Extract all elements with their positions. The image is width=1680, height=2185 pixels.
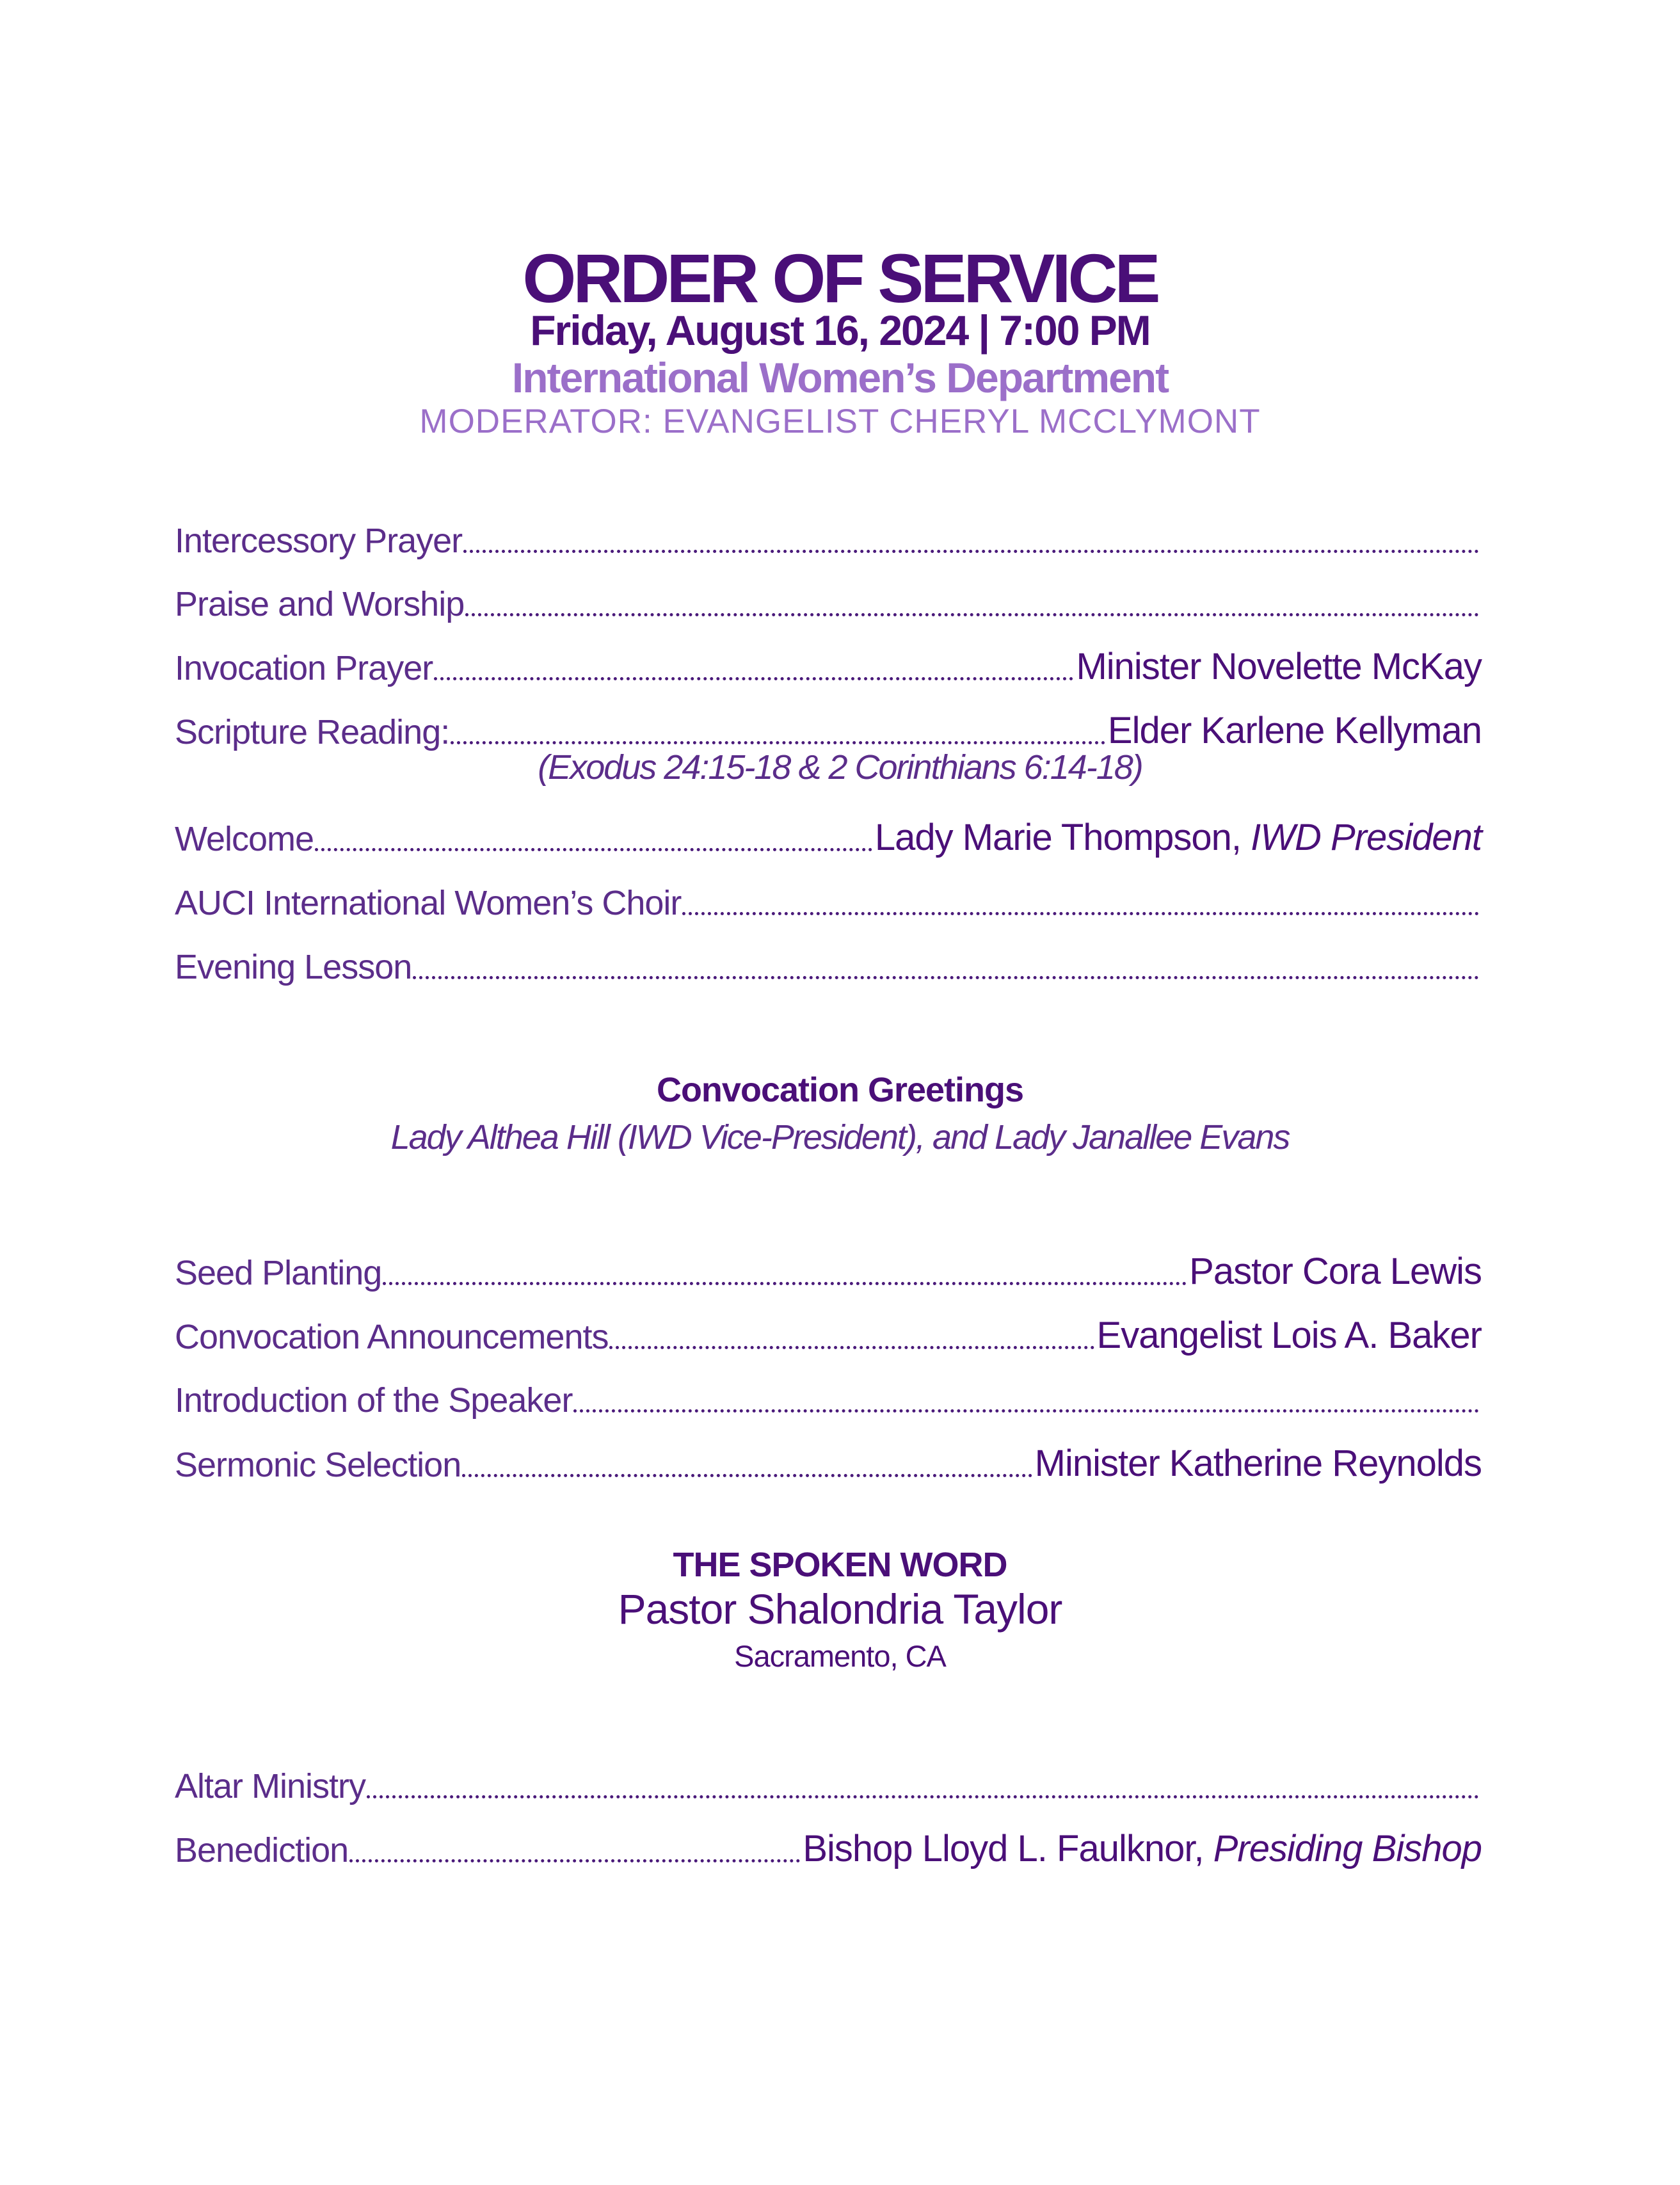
program-item-speaker-introduction <box>175 1372 1482 1418</box>
dot-leader <box>573 1409 1479 1413</box>
program-item-label: Praise and Worship <box>175 585 465 623</box>
dot-leader <box>465 613 1479 616</box>
program-item-label: Invocation Prayer <box>175 649 433 687</box>
dot-leader <box>462 1474 1032 1477</box>
dot-leader <box>383 1282 1187 1285</box>
program-item-person: Pastor Cora Lewis <box>1189 1251 1482 1292</box>
program-item-label: Introduction of the Speaker <box>175 1381 573 1420</box>
program-item-label: Sermonic Selection <box>175 1446 461 1484</box>
moderator-line: MODERATOR: EVANGELIST CHERYL MCCLYMONT <box>419 403 1261 440</box>
program-item-announcements <box>175 1308 1482 1354</box>
dot-leader <box>349 1859 800 1862</box>
scripture-reference: (Exodus 24:15-18 & 2 Corinthians 6:14-18) <box>538 748 1142 787</box>
program-item-welcome <box>175 810 1482 856</box>
service-date: Friday, August 16, 2024 | 7:00 PM <box>530 307 1150 354</box>
dot-leader <box>434 677 1073 680</box>
dot-leader <box>682 912 1479 915</box>
spoken-word-title: THE SPOKEN WORD <box>673 1546 1007 1584</box>
dot-leader <box>463 550 1479 553</box>
program-item-benediction <box>175 1821 1482 1868</box>
dot-leader <box>413 976 1479 979</box>
program-item-person: Minister Katherine Reynolds <box>1034 1443 1482 1484</box>
speaker-name: Pastor Shalondria Taylor <box>618 1585 1062 1633</box>
program-item-person: Minister Novelette McKay <box>1076 646 1482 687</box>
program-item-person-title: IWD President <box>1251 817 1482 858</box>
program-item-evening-lesson <box>175 938 1482 984</box>
dot-leader <box>315 848 872 851</box>
program-item-label: Seed Planting <box>175 1254 382 1292</box>
greetings-names: Lady Althea Hill (IWD Vice-President), and Lady Janallee Evans <box>390 1118 1290 1157</box>
program-item-label: Benediction <box>175 1831 349 1869</box>
dot-leader <box>451 741 1105 744</box>
program-item-person-title: Presiding Bishop <box>1213 1828 1482 1869</box>
program-item-label: Intercessory Prayer <box>175 522 463 560</box>
program-item-praise-worship <box>175 575 1482 621</box>
program-item-seed-planting <box>175 1244 1482 1290</box>
dot-leader <box>609 1346 1094 1349</box>
program-item-altar-ministry <box>175 1757 1482 1804</box>
program-item-sermonic-selection <box>175 1436 1482 1482</box>
department-name: International Women’s Department <box>511 354 1169 401</box>
greetings-title: Convocation Greetings <box>656 1071 1024 1109</box>
speaker-location: Sacramento, CA <box>734 1639 946 1673</box>
program-item-label: Altar Ministry <box>175 1767 366 1805</box>
program-item-person: Lady Marie Thompson, IWD President <box>874 817 1482 858</box>
program-item-invocation-prayer <box>175 639 1482 685</box>
program-item-person: Evangelist Lois A. Baker <box>1096 1315 1482 1356</box>
program-item-person: Elder Karlene Kellyman <box>1107 710 1482 751</box>
program-item-person: Bishop Lloyd L. Faulknor, Presiding Bishop <box>803 1828 1482 1869</box>
program-item-label: Evening Lesson <box>175 948 412 986</box>
program-item-intercessory-prayer <box>175 512 1482 558</box>
dot-leader <box>367 1795 1479 1798</box>
program-item-label: Convocation Announcements <box>175 1318 609 1356</box>
program-item-womens-choir <box>175 874 1482 920</box>
program-item-scripture-reading <box>175 703 1482 749</box>
program-item-label: AUCI International Women’s Choir <box>175 884 682 922</box>
program-item-label: Scripture Reading: <box>175 713 450 751</box>
program-item-label: Welcome <box>175 820 314 858</box>
page-title: ORDER OF SERVICE <box>522 239 1158 317</box>
